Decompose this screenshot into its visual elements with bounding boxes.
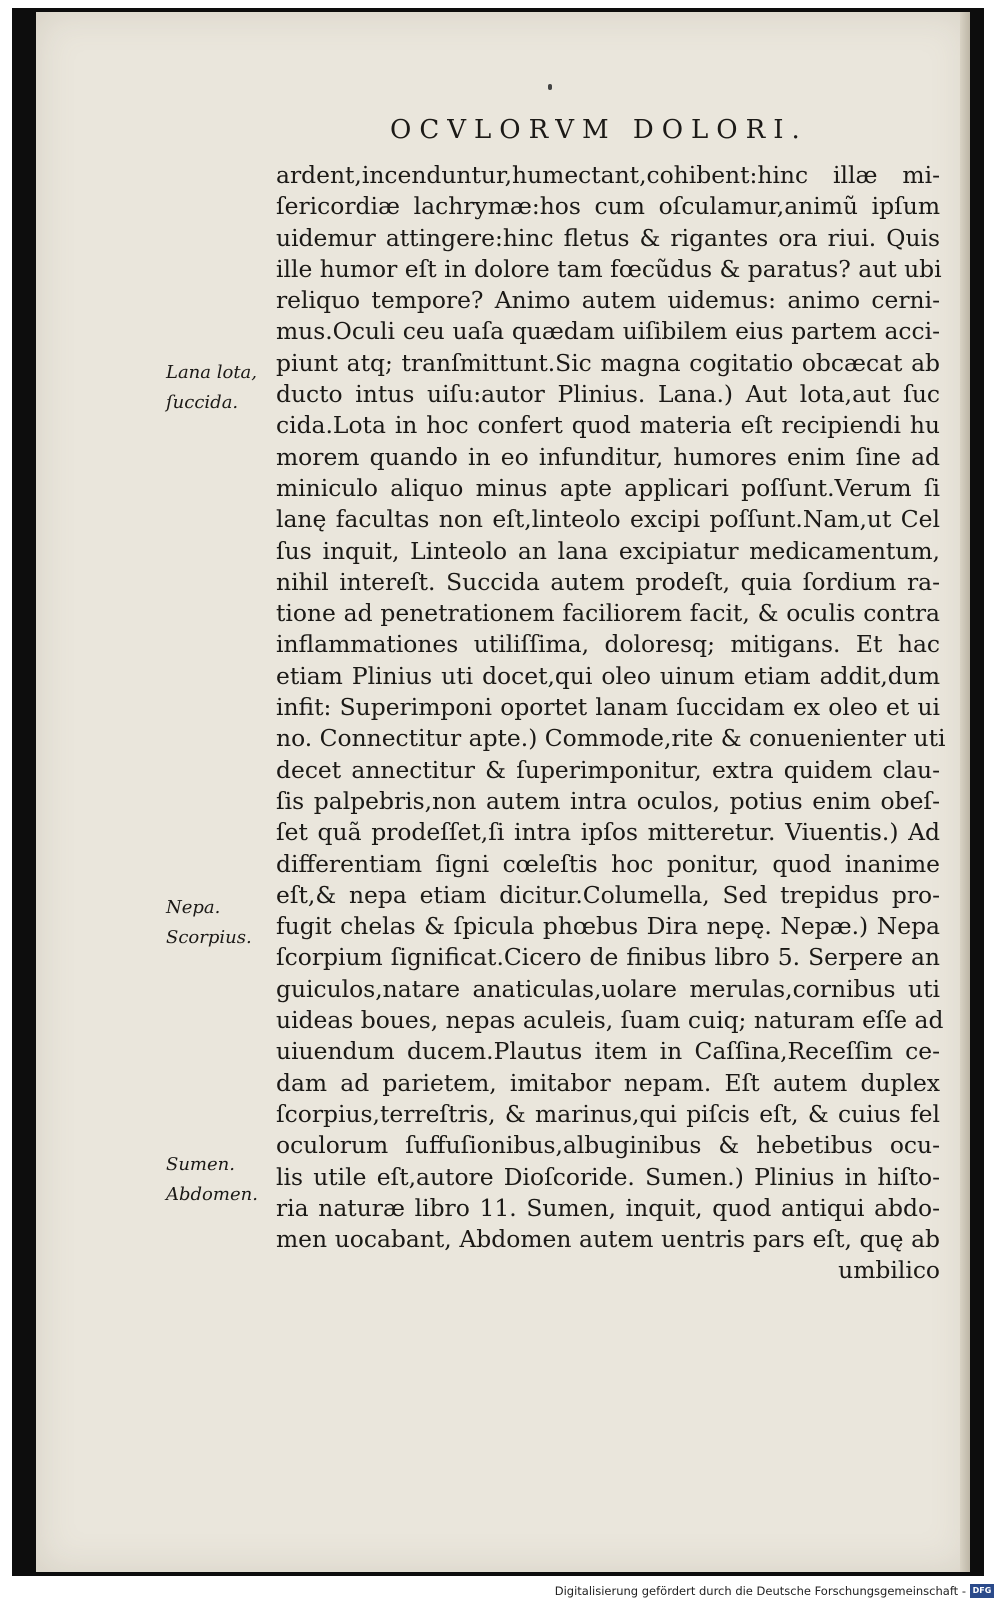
marginal-note-sumen bbox=[166, 1150, 276, 1210]
text-line: reliquo tempore? Animo autem uidemus: animo cerni- bbox=[276, 286, 940, 315]
text-line: miniculo aliquo minus apte applicari poſſunt.Verum ſi bbox=[276, 473, 940, 502]
text-line: ille humor eſt in dolore tam fœcũdus & paratus? aut ubi bbox=[276, 254, 942, 283]
marginal-note-line: Nepa. bbox=[166, 897, 221, 918]
text-line: ſcorpium ſignificat.Cicero de finibus libro 5. Serpere an bbox=[276, 943, 940, 972]
text-line: morem quando in eo infunditur, humores enim ſine ad bbox=[276, 442, 940, 471]
marginal-note-line: Lana lota, bbox=[166, 362, 258, 383]
text-line: nihil intereſt. Succida autem prodeſt, quia ſordium ra- bbox=[276, 567, 940, 596]
footer-credit: Digitalisierung gefördert durch die Deutsche Forschungsgemeinschaft - bbox=[554, 1584, 966, 1598]
text-line: uideas boues, nepas aculeis, ſuam cuiq; naturam eſſe ad bbox=[276, 1006, 944, 1035]
text-line: lanę facultas non eſt,linteolo excipi poſſunt.Nam,ut Cel bbox=[276, 505, 940, 534]
marginal-note-line: Scorpius. bbox=[166, 927, 252, 948]
text-line: ardent,incenduntur,humectant,cohibent:hinc illæ mi- bbox=[276, 161, 940, 189]
text-line: tione ad penetrationem faciliorem facit, & oculis contra bbox=[276, 599, 940, 628]
dfg-logo: DFG bbox=[970, 1584, 994, 1598]
text-line: ſis palpebris,non autem intra oculos, potius enim obeſ- bbox=[276, 786, 940, 815]
text-line: men uocabant, Abdomen autem uentris pars eſt, quę ab bbox=[276, 1225, 940, 1254]
text-line: differentiam ſigni cœleſtis hoc ponitur, quod inanime bbox=[276, 849, 940, 878]
text-line: no. Connectitur apte.) Commode,rite & conuenienter uti bbox=[276, 724, 946, 753]
text-line: piunt atq; tranſmittunt.Sic magna cogitatio obcæcat ab bbox=[276, 348, 940, 377]
text-line: oculorum ſuffuſionibus,albuginibus & hebetibus ocu- bbox=[276, 1131, 940, 1160]
text-line: etiam Plinius uti docet,qui oleo uinum etiam addit,dum bbox=[276, 661, 940, 690]
text-line: eſt,& nepa etiam dicitur.Columella, Sed trepidus pro- bbox=[276, 880, 940, 909]
text-line: decet annectitur & ſuperimponitur, extra quidem clau- bbox=[276, 755, 940, 784]
text-line: cida.Lota in hoc confert quod materia eſt recipiendi hu bbox=[276, 411, 940, 440]
marginal-note-line: ſuccida. bbox=[166, 392, 239, 413]
running-header: OCVLORVM DOLORI. bbox=[390, 115, 808, 145]
text-line: dam ad parietem, imitabor nepam. Eſt autem duplex bbox=[276, 1068, 940, 1097]
text-line: ſet quã prodeſſet,ſi intra ipſos mitteretur. Viuentis.) Ad bbox=[276, 818, 940, 847]
ink-mark bbox=[548, 84, 552, 90]
marginal-note-line: Abdomen. bbox=[166, 1184, 258, 1205]
text-line: guiculos,natare anaticulas,uolare merulas,cornibus uti bbox=[276, 974, 940, 1003]
marginal-note-lana bbox=[166, 358, 276, 418]
text-line: fugit chelas & ſpicula phœbus Dira nepę. Nepæ.) Nepa bbox=[276, 912, 940, 941]
page-edge bbox=[960, 12, 970, 1572]
text-line: ria naturæ libro 11. Sumen, inquit, quod antiqui abdo- bbox=[276, 1193, 940, 1222]
marginal-note-nepa bbox=[166, 893, 276, 953]
text-line: ſericordiæ lachrymæ:hos cum oſculamur,animũ ipſum bbox=[276, 192, 940, 221]
text-line: inflammationes utiliſſima, doloresq; mitigans. Et hac bbox=[276, 630, 940, 659]
text-line: umbilico bbox=[838, 1256, 940, 1285]
text-line: uidemur attingere:hinc fletus & rigantes ora riui. Quis bbox=[276, 223, 940, 252]
text-line: ducto intus uiſu:autor Plinius. Lana.) Aut lota,aut ſuc bbox=[276, 380, 940, 409]
text-line: uiuendum ducem.Plautus item in Caſſina,Receſſim ce- bbox=[276, 1037, 940, 1066]
body-text bbox=[276, 160, 946, 1287]
marginal-note-line: Sumen. bbox=[166, 1154, 235, 1175]
text-line: infit: Superimponi oportet lanam ſuccidam ex oleo et ui bbox=[276, 693, 940, 722]
text-line: lis utile eſt,autore Dioſcoride. Sumen.) Plinius in hiſto- bbox=[276, 1162, 940, 1191]
text-line: ſcorpius,terreſtris, & marinus,qui piſcis eſt, & cuius fel bbox=[276, 1099, 940, 1128]
text-line: ſus inquit, Linteolo an lana excipiatur medicamentum, bbox=[276, 536, 940, 565]
text-line: mus.Oculi ceu uaſa quædam uiſibilem eius partem acci- bbox=[276, 317, 940, 346]
